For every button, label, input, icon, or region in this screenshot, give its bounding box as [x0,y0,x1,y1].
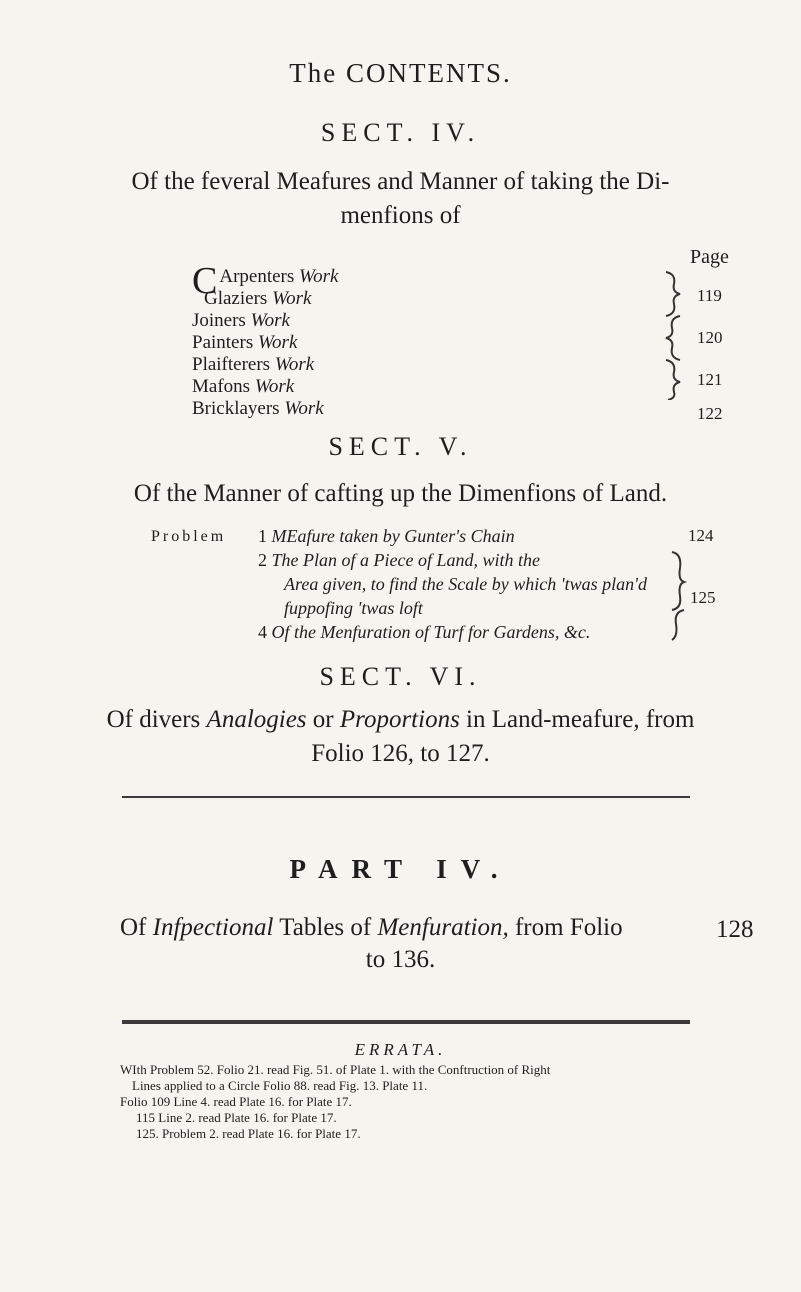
trade-name: Painters [192,332,254,353]
trade-name: Plaifterers [192,354,271,375]
page-number: 120 [697,328,723,347]
trade-name: Glaziers [204,288,268,309]
divider-rule-thick [122,1020,690,1024]
sect-vi-heading: SECT. VI. [319,662,482,691]
trade-name: Arpenters [219,266,300,287]
running-head: The CONTENTS. [289,58,512,88]
sect-vi-title-line-2: Folio 126, to 127. [311,740,490,767]
sect-vi-title-line-1: Of divers Analogies or Proportions in Land-meafure, from [106,706,695,733]
divider-rule [122,796,690,798]
sect-iv-title-line-2: menfions of [340,202,461,229]
problem-label: Problem [151,528,227,545]
sect-iv-title-line-1: Of the feveral Meafures and Manner of taking the Di- [131,168,670,195]
trade-item [204,288,311,310]
errata-heading: ERRATA. [354,1040,447,1059]
problem-text: Of the Menfuration of Turf for Gardens, &c. [271,622,591,642]
sect-iv-heading: SECT. IV. [320,118,481,147]
trade-suffix: Work [299,266,339,287]
trade-suffix: Work [250,310,290,331]
problem-bracket [668,550,688,642]
problem-text: MEafure taken by Gunter's Chain [271,526,515,546]
problem-text: Area given, to find the Scale by which 'twas plan'd [284,574,647,594]
trade-suffix: Work [257,332,298,353]
trade-name: Bricklayers [192,398,280,419]
trade-item [192,354,314,376]
trade-suffix: Work [274,354,315,375]
errata-line: Folio 109 Line 4. read Plate 16. for Plate 17. [120,1094,352,1109]
italic-term: Menfuration, [377,914,509,941]
italic-term: Infpectional [152,914,274,941]
trade-name: Mafons [192,376,251,397]
sect-v-title: Of the Manner of cafting up the Dimenfions of Land. [133,480,668,507]
part-iv-title-line-2: to 136. [365,946,436,973]
problem-number: 4 [258,622,267,642]
trade-suffix: Work [284,398,324,419]
page-number: 122 [697,404,723,423]
page-number: 124 [688,526,714,545]
drop-cap: C [192,260,218,302]
page-number: 121 [697,370,723,389]
bracket-braces [660,270,690,400]
trade-item [192,332,297,354]
problem-text: The Plan of a Piece of Land, with the [271,550,540,570]
problem-item [258,620,590,644]
errata-line: 115 Line 2. read Plate 16. for Plate 17. [136,1110,337,1125]
page-number: 119 [697,286,722,305]
problem-number: 1 [258,526,267,546]
trade-item [192,376,294,398]
page-column-label: Page [690,246,729,268]
problem-item [258,548,540,572]
problem-item [284,596,423,620]
problem-item [284,572,647,596]
trade-item [192,398,324,420]
part-iv-title-line-1: Of Infpectional Tables of Menfuration, from Folio [120,914,623,941]
problem-number: 2 [258,550,267,570]
trade-suffix: Work [254,376,295,397]
italic-term: Analogies [206,706,307,733]
problem-text: fuppofing 'twas loft [284,598,423,618]
errata-line: WIth Problem 52. Folio 21. read Fig. 51. of Plate 1. with the Conftruction of Right [120,1062,551,1077]
part-iv-heading: PART IV. [289,854,512,884]
italic-term: Proportions [339,706,460,733]
sect-v-heading: SECT. V. [328,432,473,461]
errata-line: Lines applied to a Circle Folio 88. read Fig. 13. Plate 11. [132,1078,428,1093]
page-number: 125 [690,588,716,607]
trade-name: Joiners [192,310,246,331]
errata-line: 125. Problem 2. read Plate 16. for Plate 17. [136,1126,361,1141]
trade-item [192,310,290,332]
trade-suffix: Work [272,288,312,309]
problem-item [258,524,515,548]
part-iv-folio-end: 128 [716,916,754,943]
